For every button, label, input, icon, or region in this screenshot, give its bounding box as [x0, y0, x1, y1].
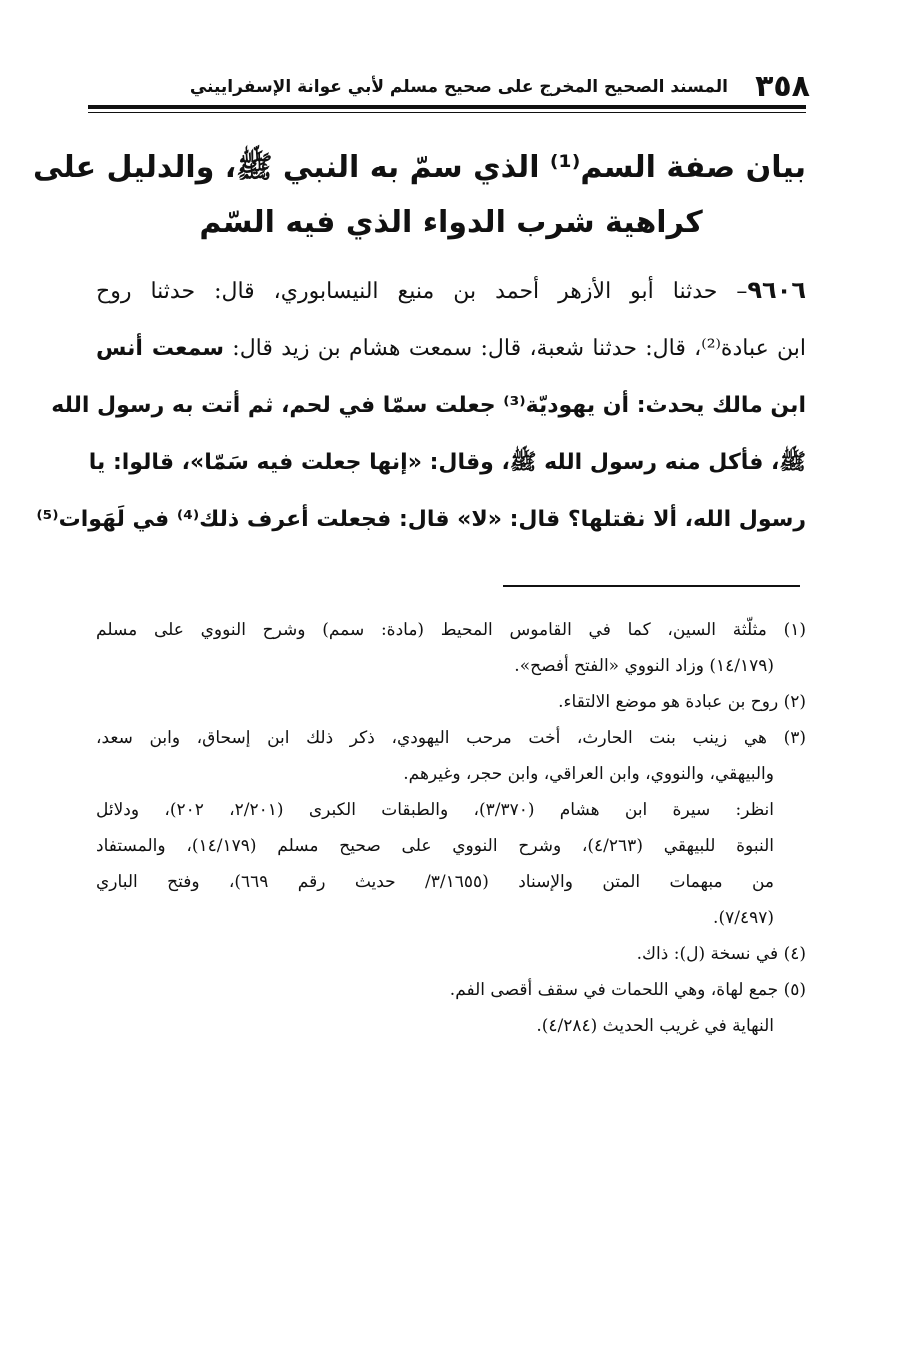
- hadith-line-2: [96, 320, 806, 377]
- book-title: المسند الصحيح المخرج على صحيح مسلم لأبي عوانة الإسفراييني: [189, 77, 728, 97]
- hadith-line-5: رسول الله، ألا نقتلها؟ قال: «لا» قال: فجعلت أعرف ذلك⁽⁴⁾ في لَهَوات⁽⁵⁾: [36, 507, 806, 532]
- footnote-line: (٤) في نسخة (ل): ذاك.: [636, 944, 806, 964]
- footnote-3: [96, 720, 806, 936]
- footnote-line: انظر: سيرة ابن هشام (٣/٣٧٠)، والطبقات الكبرى (٢/٢٠١، ٢٠٢)، ودلائل: [96, 800, 774, 820]
- footnote-line: (١) مثلّثة السين، كما في القاموس المحيط (مادة: سمم) وشرح النووي على مسلم: [96, 620, 806, 640]
- hadith-text: [36, 262, 807, 548]
- footnote-line: (١٤/١٧٩) وزاد النووي «الفتح أفصح».: [514, 656, 774, 676]
- footnote-line: النبوة للبيهقي (٤/٢٦٣)، وشرح النووي على صحيح مسلم (١٤/١٧٩)، والمستفاد: [96, 836, 775, 856]
- footnote-line: من مبهمات المتن والإسناد (٣/١٦٥٥/ حديث رقم ٦٦٩)، وفتح الباري: [96, 872, 774, 892]
- footnote-1: [96, 612, 806, 684]
- chapter-title-line-2: كراهية شرب الدواء الذي فيه السّم: [199, 205, 703, 240]
- footnotes: [96, 612, 806, 1044]
- footnote-4: [96, 936, 806, 972]
- footnote-line: النهاية في غريب الحديث (٤/٢٨٤).: [536, 1016, 774, 1036]
- footnote-line: (٧/٤٩٧).: [713, 908, 774, 928]
- header-rule-thick: [88, 105, 806, 109]
- footnote-line: (٣) هي زينب بنت الحارث، أخت مرحب اليهودي، ذكر ذلك ابن إسحاق، وابن سعد،: [96, 728, 806, 748]
- header-rule-thin: [88, 112, 806, 113]
- footnote-2: [96, 684, 806, 720]
- chapter-title: [33, 140, 806, 250]
- hadith-line-3: ابن مالك يحدث: أن يهوديّة⁽³⁾ جعلت سمّا في لحم، ثم أتت به رسول الله: [51, 393, 806, 418]
- footnote-separator: [503, 585, 800, 587]
- hadith-line-2-bold: سمعت أنس: [96, 336, 224, 361]
- running-header: [96, 70, 810, 104]
- footnote-line: (٢) روح بن عبادة هو موضع الالتقاء.: [558, 692, 806, 712]
- hadith-line-1-text: – حدثنا أبو الأزهر أحمد بن منيع النيسابوري، قال: حدثنا روح: [96, 279, 748, 304]
- hadith-number: ٩٦٠٦: [747, 276, 806, 304]
- footnote-line: (٥) جمع لهاة، وهي اللحمات في سقف أقصى الفم.: [449, 980, 806, 1000]
- hadith-line-1: [96, 262, 806, 320]
- footnote-line: والبيهقي، والنووي، وابن العراقي، وابن حجر، وغيرهم.: [403, 764, 774, 784]
- hadith-line-2-text: ابن عبادة⁽²⁾، قال: حدثنا شعبة، قال: سمعت هشام بن زيد قال:: [223, 336, 807, 361]
- footnote-5: [96, 972, 806, 1044]
- page-number: ٣٥٨: [755, 69, 810, 104]
- hadith-line-4: ﷺ، فأكل منه رسول الله ﷺ، وقال: «إنها جعلت فيه سَمّا»، قالوا: يا: [88, 450, 806, 475]
- chapter-title-line-1: بيان صفة السم⁽¹⁾ الذي سمّ به النبي ﷺ، والدليل على: [33, 150, 806, 185]
